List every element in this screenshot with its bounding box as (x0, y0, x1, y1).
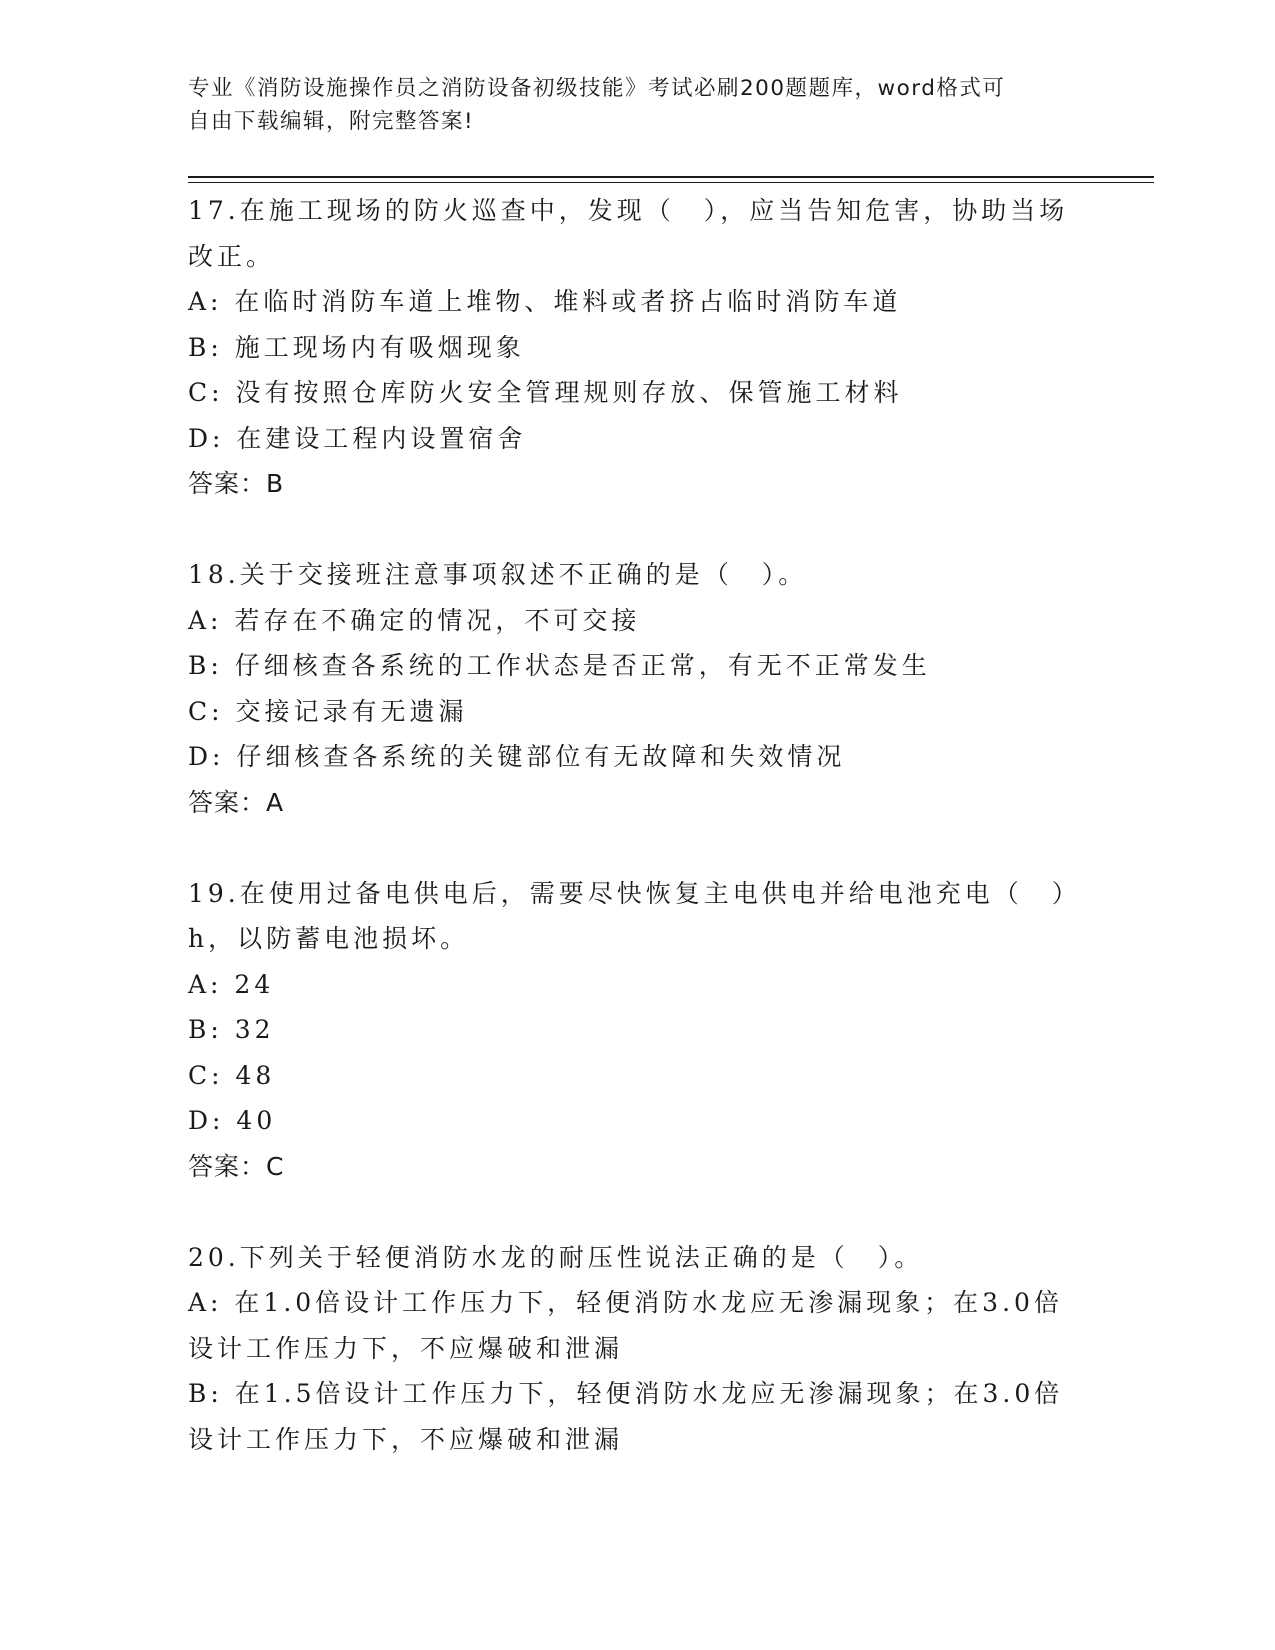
question-stem: 17.在施工现场的防火巡查中，发现（ ），应当告知危害，协助当场 (188, 196, 1069, 225)
header-divider-thick (188, 176, 1154, 178)
question-19 (188, 871, 1081, 1190)
answer-label: 答案：B (188, 469, 285, 498)
option-a: A: 在1.0倍设计工作压力下，轻便消防水龙应无渗漏现象；在3.0倍 (188, 1288, 1063, 1317)
option-b: B: 施工现场内有吸烟现象 (188, 332, 525, 362)
question-stem-continued: 改正。 (188, 241, 276, 271)
document-header (188, 72, 1068, 138)
option-d: D: 仔细核查各系统的关键部位有无故障和失效情况 (188, 742, 846, 771)
question-list (188, 188, 1081, 1462)
spacer (188, 507, 1068, 553)
header-line-2: 自由下载编辑，附完整答案! (188, 109, 475, 134)
question-stem-continued: h，以防蓄电池损坏。 (188, 924, 470, 953)
option-b: B: 32 (188, 1015, 275, 1044)
answer-label: 答案：A (188, 787, 285, 817)
header-line-1: 专业《消防设施操作员之消防设备初级技能》考试必刷200题题库，word格式可 (188, 76, 1006, 101)
spacer (188, 825, 1068, 871)
option-d: D: 在建设工程内设置宿舍 (188, 423, 527, 453)
question-18 (188, 552, 1068, 825)
option-c: C: 交接记录有无遗漏 (188, 696, 468, 726)
option-a: A: 24 (188, 969, 275, 999)
option-c: C: 48 (188, 1060, 276, 1090)
question-stem: 19.在使用过备电供电后，需要尽快恢复主电供电并给电池充电（ ） (188, 878, 1081, 908)
option-a-continued: 设计工作压力下，不应爆破和泄漏 (188, 1333, 624, 1363)
question-stem: 20.下列关于轻便消防水龙的耐压性说法正确的是（ ）。 (188, 1242, 924, 1272)
question-stem: 18.关于交接班注意事项叙述不正确的是（ ）。 (188, 560, 808, 589)
option-b: B: 仔细核查各系统的工作状态是否正常，有无不正常发生 (188, 651, 931, 680)
question-20 (188, 1235, 1068, 1463)
option-a: A: 若存在不确定的情况，不可交接 (188, 605, 641, 635)
header-divider-thin (188, 182, 1154, 183)
answer-label: 答案：C (188, 1151, 285, 1181)
option-c: C: 没有按照仓库防火安全管理规则存放、保管施工材料 (188, 378, 903, 407)
question-17 (188, 188, 1068, 507)
option-b: B: 在1.5倍设计工作压力下，轻便消防水龙应无渗漏现象；在3.0倍 (188, 1379, 1064, 1408)
option-b-continued: 设计工作压力下，不应爆破和泄漏 (188, 1424, 624, 1454)
option-d: D: 40 (188, 1106, 277, 1135)
option-a: A: 在临时消防车道上堆物、堆料或者挤占临时消防车道 (188, 287, 902, 316)
spacer (188, 1189, 1068, 1235)
